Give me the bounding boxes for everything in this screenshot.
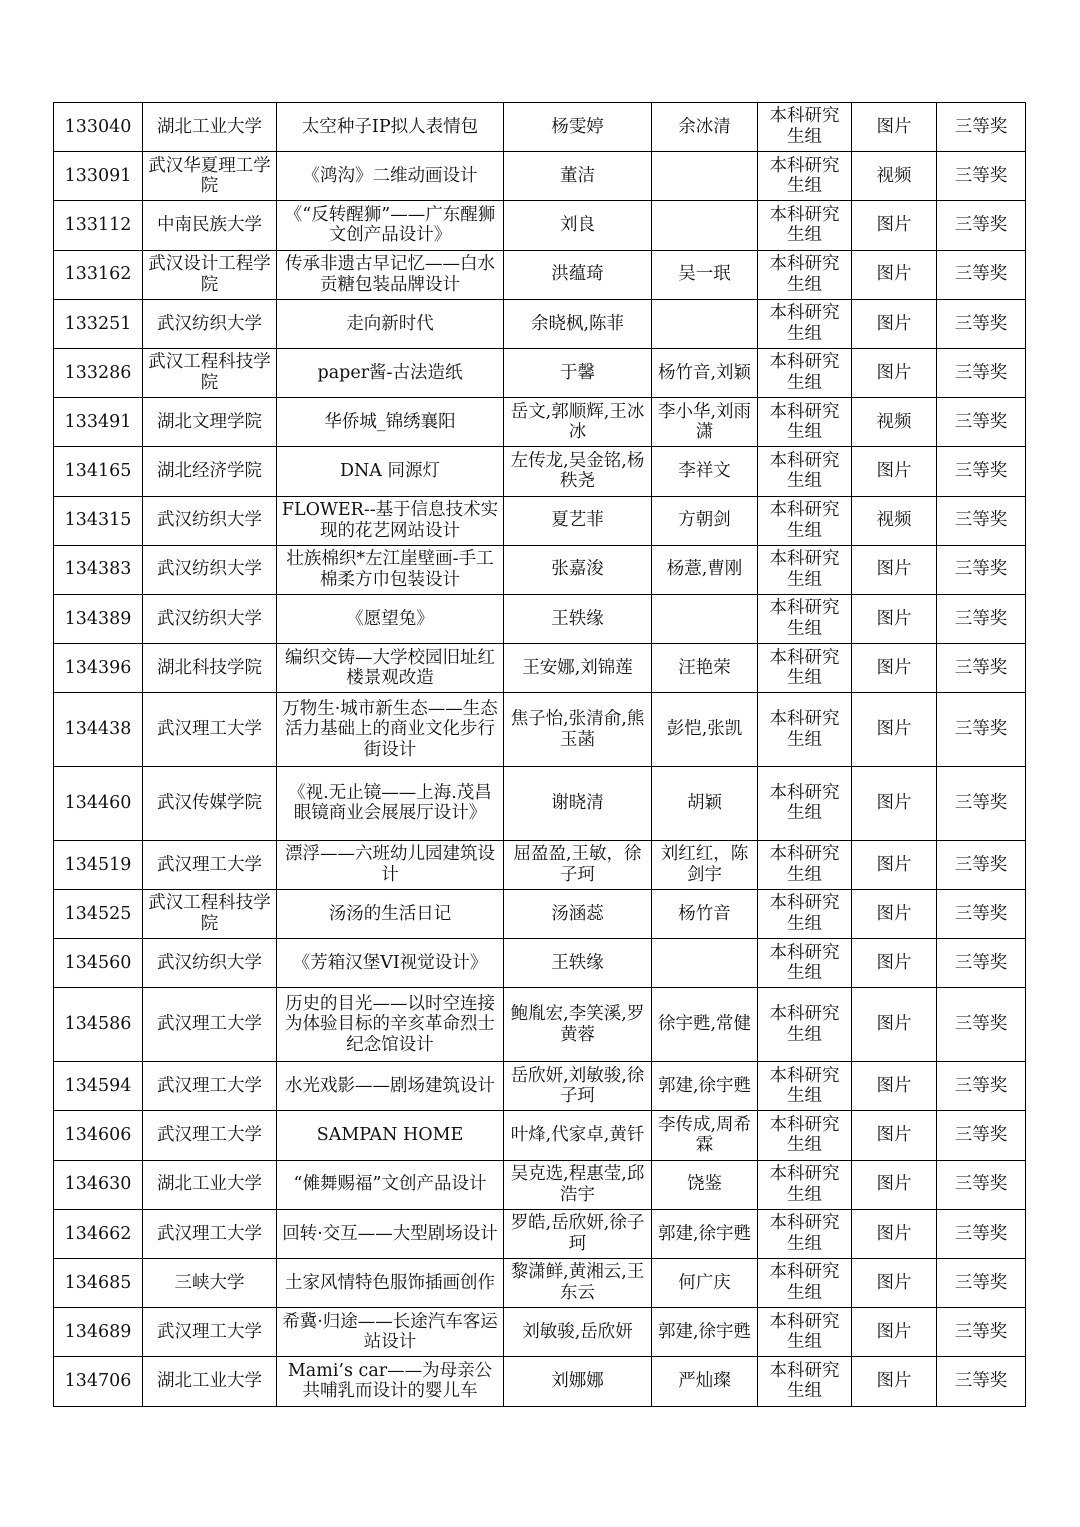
cell-advisors: 郭建,徐宇甦: [652, 1062, 758, 1111]
cell-work-type: 视频: [852, 152, 937, 201]
cell-authors: 罗皓,岳欣妍,徐子珂: [504, 1209, 652, 1258]
cell-work-title: 水光戏影——剧场建筑设计: [277, 1062, 504, 1111]
table-row: [54, 201, 1026, 250]
cell-group: 本科研究生组: [758, 103, 852, 152]
cell-group: 本科研究生组: [758, 644, 852, 693]
cell-entry-id: 134460: [54, 767, 143, 841]
cell-work-type: 图片: [852, 299, 937, 348]
cell-award: 三等奖: [937, 1062, 1026, 1111]
cell-entry-id: 133112: [54, 201, 143, 250]
table-row: [54, 890, 1026, 939]
cell-work-title: 编织交铸—大学校园旧址红楼景观改造: [277, 644, 504, 693]
cell-authors: 鲍胤宏,李笑溪,罗黄蓉: [504, 988, 652, 1062]
cell-advisors: 李传成,周希霖: [652, 1111, 758, 1160]
cell-entry-id: 133162: [54, 250, 143, 299]
cell-work-title: 漂浮——六班幼儿园建筑设计: [277, 840, 504, 889]
cell-entry-id: 134165: [54, 447, 143, 496]
cell-group: 本科研究生组: [758, 840, 852, 889]
cell-work-type: 图片: [852, 447, 937, 496]
cell-award: 三等奖: [937, 840, 1026, 889]
table-row: [54, 1209, 1026, 1258]
cell-work-title: 壮族棉织*左江崖壁画-手工棉柔方巾包装设计: [277, 545, 504, 594]
cell-work-title: 土家风情特色服饰插画创作: [277, 1258, 504, 1307]
cell-work-title: “傩舞赐福”文创产品设计: [277, 1160, 504, 1209]
cell-work-type: 图片: [852, 1062, 937, 1111]
cell-group: 本科研究生组: [758, 1111, 852, 1160]
table-row: [54, 1160, 1026, 1209]
cell-advisors: 余冰清: [652, 103, 758, 152]
cell-entry-id: 134630: [54, 1160, 143, 1209]
cell-work-title: 《芳箱汉堡VI视觉设计》: [277, 939, 504, 988]
cell-school: 湖北经济学院: [143, 447, 277, 496]
cell-work-type: 图片: [852, 103, 937, 152]
cell-entry-id: 134662: [54, 1209, 143, 1258]
cell-entry-id: 134606: [54, 1111, 143, 1160]
table-row: [54, 496, 1026, 545]
cell-work-title: SAMPAN HOME: [277, 1111, 504, 1160]
table-row: [54, 693, 1026, 767]
cell-group: 本科研究生组: [758, 890, 852, 939]
cell-school: 武汉理工大学: [143, 1062, 277, 1111]
cell-entry-id: 133251: [54, 299, 143, 348]
cell-award: 三等奖: [937, 545, 1026, 594]
table-row: [54, 152, 1026, 201]
cell-work-type: 图片: [852, 1209, 937, 1258]
cell-award: 三等奖: [937, 1357, 1026, 1406]
cell-group: 本科研究生组: [758, 348, 852, 397]
cell-advisors: 李小华,刘雨潇: [652, 398, 758, 447]
cell-work-type: 图片: [852, 644, 937, 693]
table-row: [54, 1308, 1026, 1357]
cell-entry-id: 134586: [54, 988, 143, 1062]
cell-advisors: 胡颖: [652, 767, 758, 841]
cell-award: 三等奖: [937, 693, 1026, 767]
cell-award: 三等奖: [937, 890, 1026, 939]
cell-authors: 谢晓清: [504, 767, 652, 841]
cell-work-title: 回转·交互——大型剧场设计: [277, 1209, 504, 1258]
awards-table-body: [54, 103, 1026, 1407]
cell-work-title: 走向新时代: [277, 299, 504, 348]
cell-entry-id: 134525: [54, 890, 143, 939]
cell-work-type: 视频: [852, 496, 937, 545]
cell-authors: 左传龙,吴金铭,杨秩尧: [504, 447, 652, 496]
cell-authors: 刘娜娜: [504, 1357, 652, 1406]
cell-advisors: [652, 152, 758, 201]
cell-school: 武汉设计工程学院: [143, 250, 277, 299]
cell-work-type: 图片: [852, 348, 937, 397]
table-row: [54, 939, 1026, 988]
cell-advisors: 刘红红，陈剑宇: [652, 840, 758, 889]
cell-award: 三等奖: [937, 594, 1026, 643]
table-row: [54, 299, 1026, 348]
cell-award: 三等奖: [937, 299, 1026, 348]
cell-authors: 叶烽,代家卓,黄钎: [504, 1111, 652, 1160]
cell-authors: 王安娜,刘锦莲: [504, 644, 652, 693]
cell-school: 湖北文理学院: [143, 398, 277, 447]
cell-work-title: 《视.无止镜——上海.茂昌眼镜商业会展展厅设计》: [277, 767, 504, 841]
cell-authors: 刘敏骏,岳欣妍: [504, 1308, 652, 1357]
cell-advisors: 严灿璨: [652, 1357, 758, 1406]
cell-entry-id: 134689: [54, 1308, 143, 1357]
cell-award: 三等奖: [937, 988, 1026, 1062]
cell-group: 本科研究生组: [758, 1357, 852, 1406]
cell-award: 三等奖: [937, 1209, 1026, 1258]
cell-group: 本科研究生组: [758, 299, 852, 348]
cell-school: 三峡大学: [143, 1258, 277, 1307]
cell-advisors: 徐宇甦,常健: [652, 988, 758, 1062]
cell-advisors: 方朝剑: [652, 496, 758, 545]
cell-work-title: 历史的目光——以时空连接为体验目标的辛亥革命烈士纪念馆设计: [277, 988, 504, 1062]
table-row: [54, 348, 1026, 397]
cell-work-title: 汤汤的生活日记: [277, 890, 504, 939]
cell-entry-id: 133286: [54, 348, 143, 397]
table-row: [54, 103, 1026, 152]
cell-award: 三等奖: [937, 1160, 1026, 1209]
cell-group: 本科研究生组: [758, 767, 852, 841]
cell-group: 本科研究生组: [758, 1062, 852, 1111]
cell-school: 武汉传媒学院: [143, 767, 277, 841]
cell-authors: 吴克选,程惠莹,邱浩宇: [504, 1160, 652, 1209]
cell-advisors: 杨竹音: [652, 890, 758, 939]
cell-group: 本科研究生组: [758, 447, 852, 496]
cell-authors: 张嘉浚: [504, 545, 652, 594]
cell-work-type: 图片: [852, 250, 937, 299]
cell-work-title: 希冀·归途——长途汽车客运站设计: [277, 1308, 504, 1357]
cell-school: 湖北工业大学: [143, 1160, 277, 1209]
cell-advisors: 何广庆: [652, 1258, 758, 1307]
cell-entry-id: 133491: [54, 398, 143, 447]
cell-entry-id: 134389: [54, 594, 143, 643]
cell-advisors: 汪艳荣: [652, 644, 758, 693]
cell-award: 三等奖: [937, 348, 1026, 397]
cell-work-type: 图片: [852, 1258, 937, 1307]
cell-school: 武汉理工大学: [143, 693, 277, 767]
cell-group: 本科研究生组: [758, 152, 852, 201]
cell-group: 本科研究生组: [758, 545, 852, 594]
cell-work-type: 图片: [852, 545, 937, 594]
cell-group: 本科研究生组: [758, 594, 852, 643]
cell-school: 武汉理工大学: [143, 840, 277, 889]
table-row: [54, 594, 1026, 643]
cell-advisors: 郭建,徐宇甦: [652, 1209, 758, 1258]
cell-group: 本科研究生组: [758, 496, 852, 545]
cell-school: 武汉理工大学: [143, 1209, 277, 1258]
cell-group: 本科研究生组: [758, 398, 852, 447]
cell-work-type: 图片: [852, 840, 937, 889]
cell-award: 三等奖: [937, 1258, 1026, 1307]
cell-award: 三等奖: [937, 152, 1026, 201]
table-row: [54, 545, 1026, 594]
cell-entry-id: 134560: [54, 939, 143, 988]
cell-work-type: 图片: [852, 693, 937, 767]
cell-entry-id: 134594: [54, 1062, 143, 1111]
cell-advisors: [652, 201, 758, 250]
cell-school: 湖北工业大学: [143, 103, 277, 152]
cell-school: 武汉理工大学: [143, 1111, 277, 1160]
cell-work-title: 太空种子IP拟人表情包: [277, 103, 504, 152]
cell-school: 湖北工业大学: [143, 1357, 277, 1406]
cell-award: 三等奖: [937, 1111, 1026, 1160]
cell-school: 湖北科技学院: [143, 644, 277, 693]
table-row: [54, 447, 1026, 496]
cell-school: 武汉华夏理工学院: [143, 152, 277, 201]
cell-school: 武汉纺织大学: [143, 594, 277, 643]
cell-authors: 董洁: [504, 152, 652, 201]
cell-entry-id: 133040: [54, 103, 143, 152]
cell-authors: 杨雯婷: [504, 103, 652, 152]
cell-school: 武汉纺织大学: [143, 545, 277, 594]
cell-school: 武汉纺织大学: [143, 939, 277, 988]
cell-entry-id: 134396: [54, 644, 143, 693]
cell-entry-id: 133091: [54, 152, 143, 201]
cell-award: 三等奖: [937, 496, 1026, 545]
cell-work-title: 《“反转醒狮”——广东醒狮文创产品设计》: [277, 201, 504, 250]
table-row: [54, 1062, 1026, 1111]
cell-advisors: 彭恺,张凯: [652, 693, 758, 767]
cell-award: 三等奖: [937, 1308, 1026, 1357]
table-row: [54, 1357, 1026, 1406]
table-row: [54, 1111, 1026, 1160]
table-row: [54, 250, 1026, 299]
cell-school: 武汉工程科技学院: [143, 890, 277, 939]
cell-authors: 王轶缘: [504, 939, 652, 988]
cell-advisors: [652, 594, 758, 643]
cell-group: 本科研究生组: [758, 250, 852, 299]
cell-advisors: 李祥文: [652, 447, 758, 496]
cell-work-type: 图片: [852, 1357, 937, 1406]
cell-award: 三等奖: [937, 644, 1026, 693]
table-row: [54, 644, 1026, 693]
cell-authors: 王轶缘: [504, 594, 652, 643]
cell-authors: 汤涵蕊: [504, 890, 652, 939]
cell-authors: 屈盈盈,王敏，徐子珂: [504, 840, 652, 889]
cell-work-title: Mami’s car——为母亲公共哺乳而设计的婴儿车: [277, 1357, 504, 1406]
cell-advisors: 杨薏,曹刚: [652, 545, 758, 594]
cell-work-type: 图片: [852, 594, 937, 643]
cell-entry-id: 134706: [54, 1357, 143, 1406]
cell-group: 本科研究生组: [758, 1160, 852, 1209]
cell-school: 武汉理工大学: [143, 1308, 277, 1357]
cell-group: 本科研究生组: [758, 1258, 852, 1307]
cell-authors: 岳欣妍,刘敏骏,徐子珂: [504, 1062, 652, 1111]
cell-entry-id: 134383: [54, 545, 143, 594]
cell-group: 本科研究生组: [758, 1209, 852, 1258]
cell-award: 三等奖: [937, 767, 1026, 841]
cell-school: 武汉工程科技学院: [143, 348, 277, 397]
cell-school: 武汉纺织大学: [143, 299, 277, 348]
cell-work-type: 图片: [852, 1160, 937, 1209]
table-row: [54, 398, 1026, 447]
cell-entry-id: 134519: [54, 840, 143, 889]
cell-authors: 焦子怡,张清俞,熊玉菡: [504, 693, 652, 767]
cell-work-type: 图片: [852, 767, 937, 841]
cell-award: 三等奖: [937, 447, 1026, 496]
cell-entry-id: 134438: [54, 693, 143, 767]
cell-group: 本科研究生组: [758, 1308, 852, 1357]
cell-authors: 洪蕴琦: [504, 250, 652, 299]
cell-work-type: 图片: [852, 988, 937, 1062]
cell-advisors: 饶鉴: [652, 1160, 758, 1209]
cell-authors: 余晓枫,陈菲: [504, 299, 652, 348]
cell-award: 三等奖: [937, 103, 1026, 152]
cell-entry-id: 134685: [54, 1258, 143, 1307]
cell-work-type: 图片: [852, 890, 937, 939]
cell-advisors: [652, 939, 758, 988]
cell-work-title: 传承非遗古早记忆——白水贡糖包装品牌设计: [277, 250, 504, 299]
cell-work-type: 图片: [852, 1111, 937, 1160]
cell-advisors: 郭建,徐宇甦: [652, 1308, 758, 1357]
cell-school: 武汉纺织大学: [143, 496, 277, 545]
cell-work-type: 图片: [852, 1308, 937, 1357]
cell-award: 三等奖: [937, 398, 1026, 447]
cell-advisors: 吴一珉: [652, 250, 758, 299]
cell-authors: 岳文,郭顺辉,王冰冰: [504, 398, 652, 447]
cell-work-title: paper酱-古法造纸: [277, 348, 504, 397]
cell-work-title: 《愿望兔》: [277, 594, 504, 643]
cell-authors: 于馨: [504, 348, 652, 397]
table-row: [54, 1258, 1026, 1307]
cell-group: 本科研究生组: [758, 201, 852, 250]
cell-award: 三等奖: [937, 250, 1026, 299]
cell-award: 三等奖: [937, 201, 1026, 250]
cell-authors: 刘良: [504, 201, 652, 250]
cell-work-title: 《鸿沟》二维动画设计: [277, 152, 504, 201]
cell-work-title: DNA 同源灯: [277, 447, 504, 496]
cell-group: 本科研究生组: [758, 988, 852, 1062]
awards-table: [53, 102, 1026, 1407]
cell-work-title: 万物生·城市新生态——生态活力基础上的商业文化步行街设计: [277, 693, 504, 767]
cell-work-type: 图片: [852, 939, 937, 988]
cell-authors: 黎潇鲜,黄湘云,王东云: [504, 1258, 652, 1307]
cell-work-type: 图片: [852, 201, 937, 250]
table-row: [54, 767, 1026, 841]
cell-advisors: 杨竹音,刘颖: [652, 348, 758, 397]
cell-authors: 夏艺菲: [504, 496, 652, 545]
cell-entry-id: 134315: [54, 496, 143, 545]
cell-school: 中南民族大学: [143, 201, 277, 250]
cell-school: 武汉理工大学: [143, 988, 277, 1062]
cell-group: 本科研究生组: [758, 693, 852, 767]
table-row: [54, 840, 1026, 889]
cell-advisors: [652, 299, 758, 348]
cell-work-title: FLOWER--基于信息技术实现的花艺网站设计: [277, 496, 504, 545]
cell-work-title: 华侨城_锦绣襄阳: [277, 398, 504, 447]
cell-work-type: 视频: [852, 398, 937, 447]
table-row: [54, 988, 1026, 1062]
cell-award: 三等奖: [937, 939, 1026, 988]
cell-group: 本科研究生组: [758, 939, 852, 988]
